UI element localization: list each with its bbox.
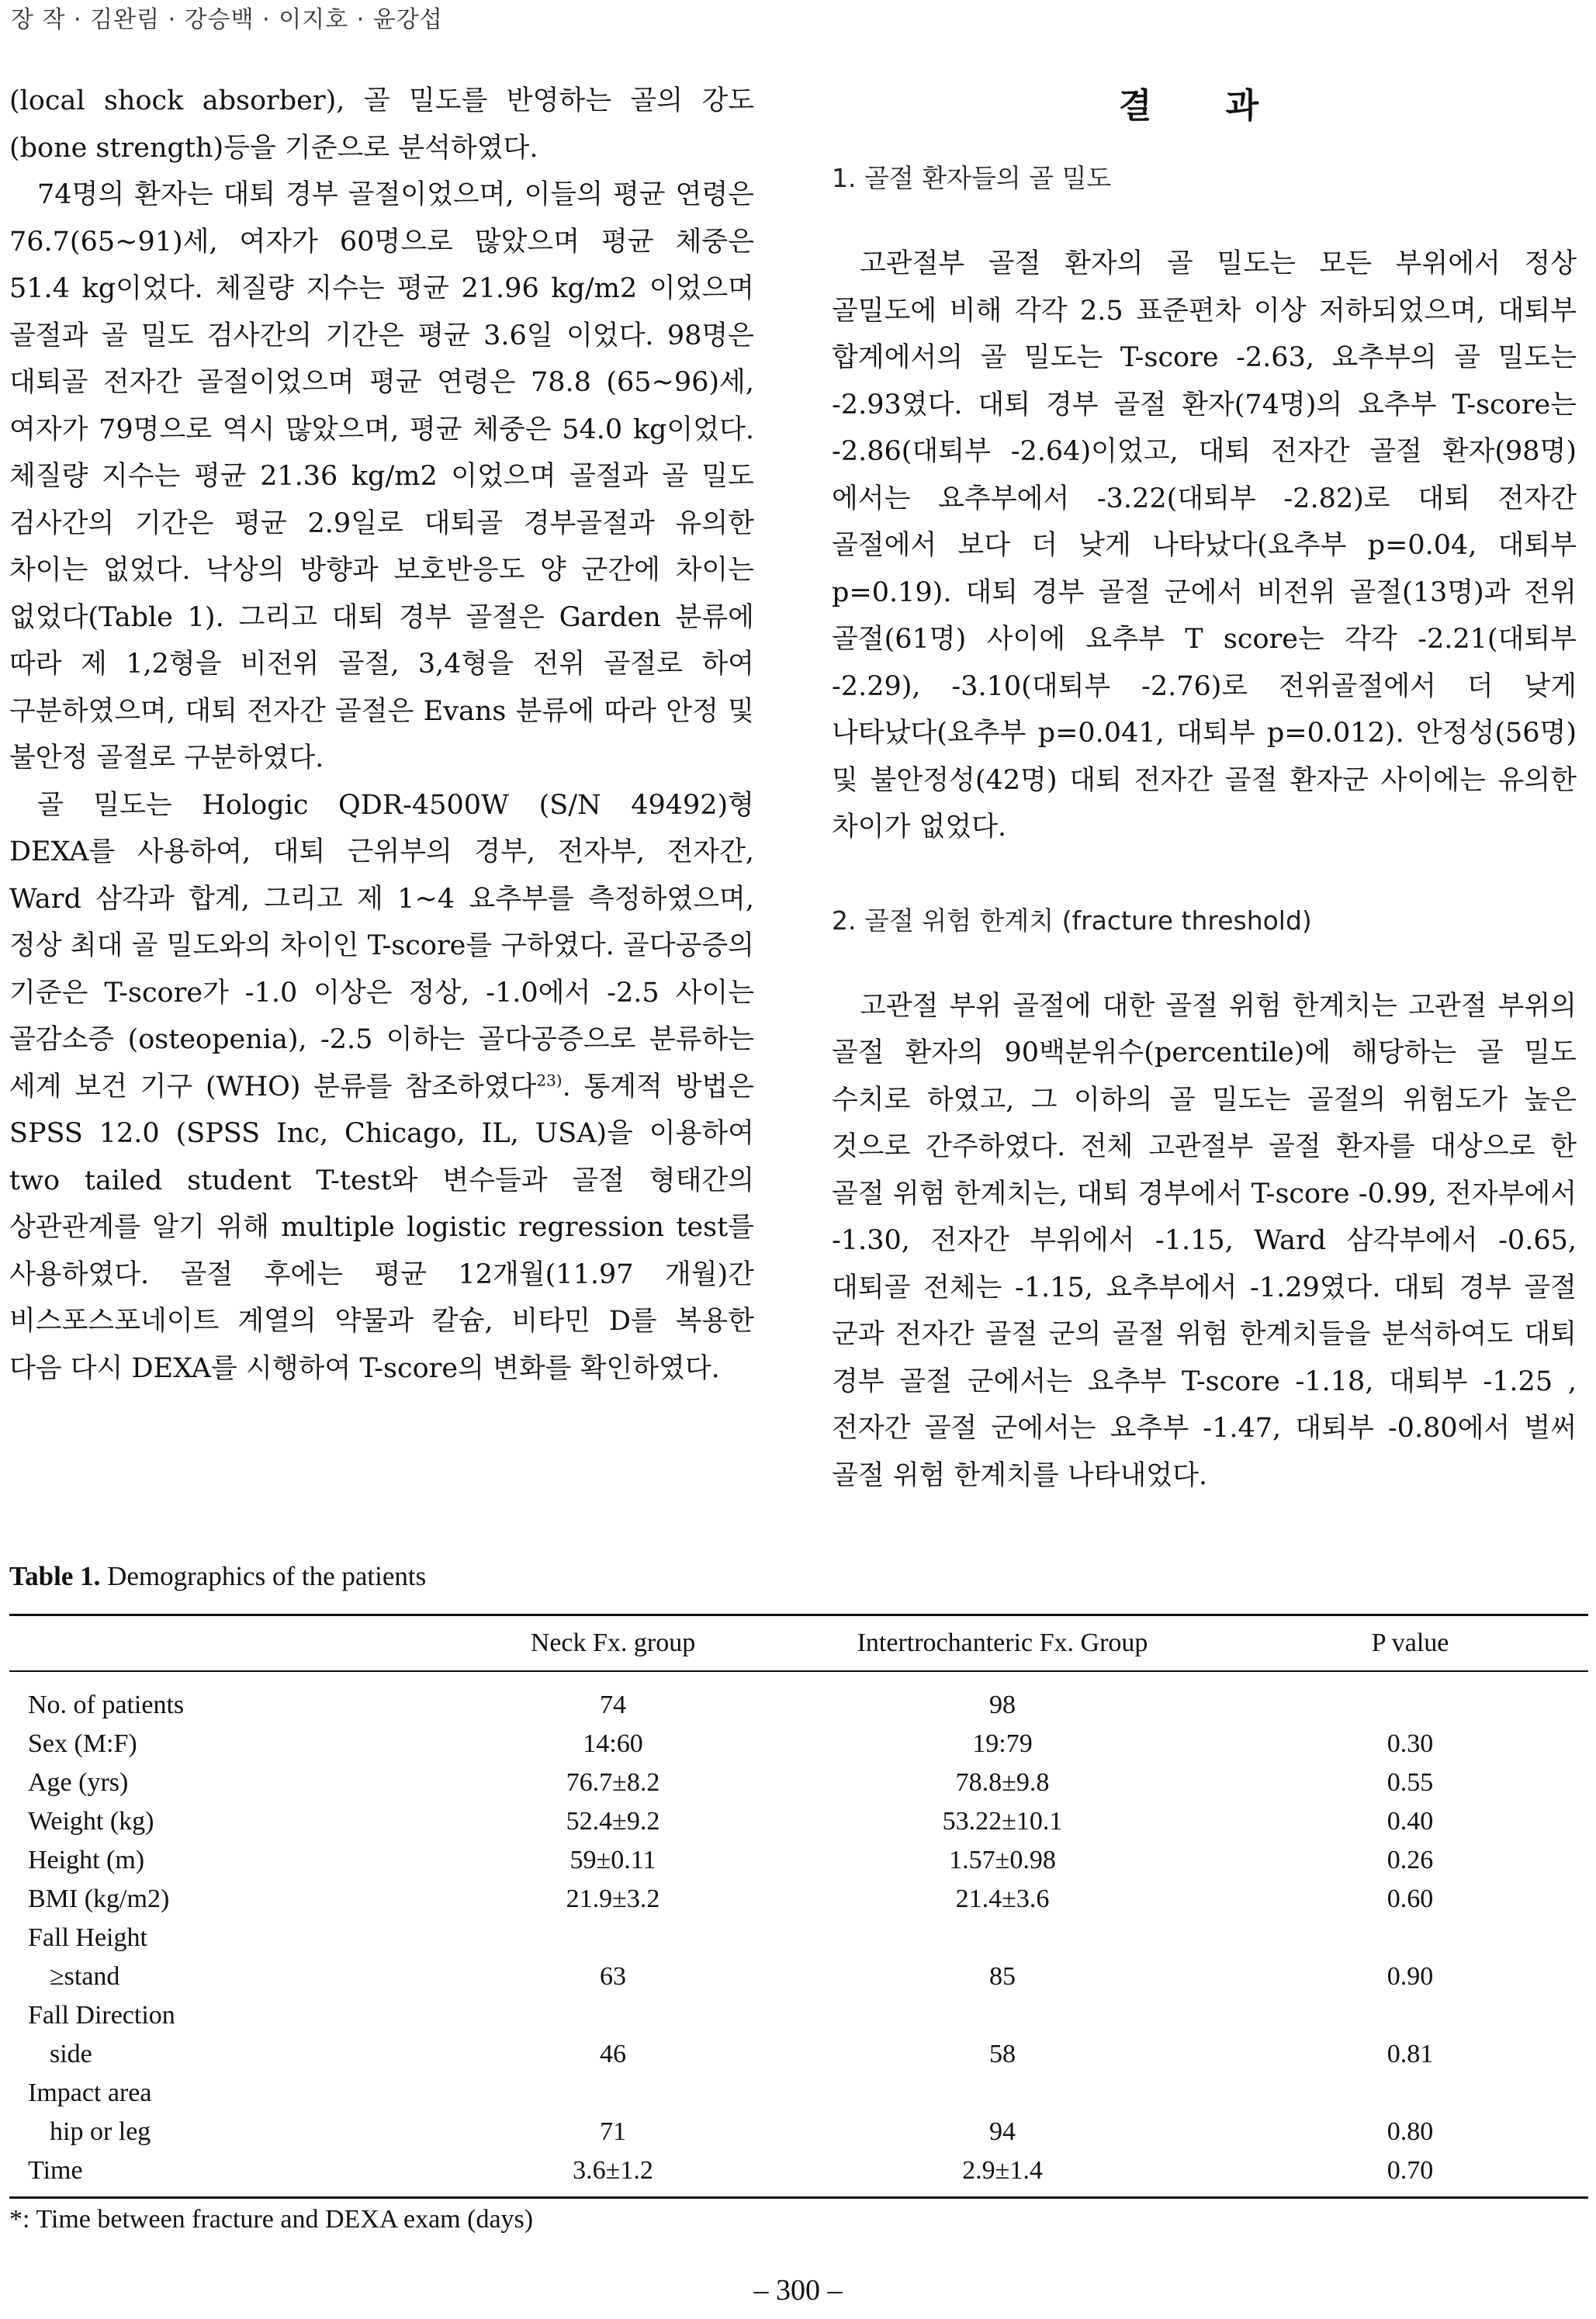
- table-row: [9, 2151, 1588, 2198]
- table-cell-p-value: [1232, 1671, 1588, 1725]
- right-paragraph-2: 고관절 부위 골절에 대한 골절 위험 한계치는 고관절 부위의 골절 환자의 90백분위수(percentile)에 해당하는 골 밀도 수치로 하였고, 그 이하의 골 밀도는 골절의 위험도가 높은 것으로 간주하였다. 전체 고관절부 골절 환자를 대상으로 한 골절 위험 한계치는, 대퇴 경부에서 T-score -0.99, 전자부에서 -1.30, 전자간 부위에서 -1.15, Ward 삼각부에서 -0.65, 대퇴골 전체는 -1.15, 요추부에서 -1.29였다. 대퇴 경부 골절 군과 전자간 골절 군의 골절 위험 한계치들을 분석하여도 대퇴 경부 골절 군에서는 요추부 T-score -1.18, 대퇴부 -1.25 , 전자간 골절 군에서는 요추부 -1.47, 대퇴부 -0.80에서 벌써 골절 위험 한계치를 나타내었다.: [832, 990, 1577, 1491]
- table-footnote: *: Time between fracture and DEXA exam (days): [9, 2205, 534, 2234]
- table-cell-p-value: 0.90: [1387, 1962, 1434, 1991]
- demographics-table: [9, 1614, 1588, 2199]
- table-cell-intertrochanteric: [773, 2074, 1232, 2113]
- table-cell-p-value: 0.60: [1387, 1885, 1434, 1913]
- table-cell-p-value: 0.70: [1232, 2151, 1588, 2198]
- table-cell-p-value: 0.40: [1387, 1807, 1434, 1836]
- left-paragraph-2: 74명의 환자는 대퇴 경부 골절이었으며, 이들의 평균 연령은 76.7(65~91)세, 여자가 60명으로 많았으며 평균 체중은 51.4 kg이었다. 체질량 지수는 평균 21.96 kg/m2 이었으며 골절과 골 밀도 검사간의 기간은 평균 3.6일 이었다. 98명은 대퇴골 전자간 골절이었으며 평균 연령은 78.8 (65~96)세, 여자가 79명으로 역시 많았으며, 평균 체중은 54.0 kg이었다. 체질량 지수는 평균 21.36 kg/m2 이었으며 골절과 골 밀도 검사간의 기간은 평균 2.9일로 대퇴골 경부골절과 유의한 차이는 없었다. 낙상의 방향과 보호반응도 양 군간에 차이는 없었다(Table 1). 그리고 대퇴 경부 골절은 Garden 분류에 따라 제 1,2형을 비전위 골절, 3,4형을 전위 골절로 하여 구분하였으며, 대퇴 전자간 골절은 Evans 분류에 따라 안정 및 불안정 골절로 구분하였다.: [9, 179, 754, 774]
- table-cell-label: hip or leg: [50, 2117, 151, 2146]
- table-cell-label: Sex (M:F): [28, 1729, 137, 1758]
- spacer: [832, 944, 1577, 983]
- table-cell-neck: 63: [600, 1962, 626, 1991]
- table-cell-neck: 74: [600, 1691, 626, 1719]
- table-cell-label: Fall Height: [28, 1923, 147, 1952]
- table-cell-neck: 71: [600, 2117, 626, 2146]
- table-cell-neck: 59±0.11: [570, 1846, 656, 1874]
- table-cell-label: ≥stand: [50, 1962, 120, 1991]
- table-cell-intertrochanteric: 53.22±10.1: [942, 1807, 1063, 1836]
- table-row: [9, 1841, 1588, 1880]
- table-cell-intertrochanteric: 98: [989, 1691, 1016, 1719]
- table-header-cell: Intertrochanteric Fx. Group: [773, 1615, 1232, 1672]
- table-caption-label: Table 1.: [9, 1561, 101, 1591]
- table-cell-neck: 14:60: [583, 1729, 643, 1758]
- table-cell-label: BMI (kg/m2): [28, 1885, 170, 1913]
- table-cell-neck: 3.6±1.2: [453, 2151, 773, 2198]
- table-caption: [9, 1561, 426, 1592]
- table-cell-p-value: 0.55: [1387, 1768, 1434, 1797]
- subheading-bone-density: 1. 골절 환자들의 골 밀도: [832, 163, 1112, 193]
- table-cell-label: Time: [9, 2151, 453, 2198]
- table-cell-neck: [453, 2074, 773, 2113]
- table-cell-p-value: 0.30: [1387, 1729, 1434, 1758]
- table-cell-neck: 21.9±3.2: [566, 1885, 660, 1913]
- right-paragraph-1: 고관절부 골절 환자의 골 밀도는 모든 부위에서 정상 골밀도에 비해 각각 2.5 표준편차 이상 저하되었으며, 대퇴부 합계에서의 골 밀도는 T-score -2.63, 요추부의 골 밀도는 -2.93였다. 대퇴 경부 골절 환자(74명)의 요추부 T-score는 -2.86(대퇴부 -2.64)이었고, 대퇴 전자간 골절 환자(98명)에서는 요추부에서 -3.22(대퇴부 -2.82)로 대퇴 전자간 골절에서 보다 더 낮게 나타났다(요추부 p=0.04, 대퇴부 p=0.19). 대퇴 경부 골절 군에서 비전위 골절(13명)과 전위 골절(61명) 사이에 요추부 T score는 각각 -2.21(대퇴부 -2.29), -3.10(대퇴부 -2.76)로 전위골절에서 더 낮게 나타났다(요추부 p=0.041, 대퇴부 p=0.012). 안정성(56명) 및 불안정성(42명) 대퇴 전자간 골절 환자군 사이에는 유의한 차이가 없었다.: [832, 248, 1577, 843]
- left-paragraph-3-part-a: 골 밀도는 Hologic QDR-4500W (S/N 49492)형 DEXA를 사용하여, 대퇴 근위부의 경부, 전자부, 전자간, Ward 삼각과 합계, 그리고 제 1~4 요추부를 측정하였으며, 정상 최대 골 밀도와의 차이인 T-score를 구하였다. 골다공증의 기준은 T-score가 -1.0 이상은 정상, -1.0에서 -2.5 사이는 골감소증 (osteopenia), -2.5 이하는 골다공증으로 분류하는 세계 보건 기구 (WHO) 분류를 참조하였다: [9, 789, 754, 1102]
- table-cell-label: Age (yrs): [28, 1768, 129, 1797]
- spacer: [832, 202, 1577, 241]
- table-row: [9, 1802, 1588, 1841]
- table-header-row: [9, 1615, 1588, 1672]
- table-body: [9, 1671, 1588, 2198]
- table-row: [9, 1919, 1588, 1957]
- table-caption-text: Demographics of the patients: [100, 1561, 427, 1591]
- table-row: [9, 1957, 1588, 1996]
- table-cell-intertrochanteric: 1.57±0.98: [949, 1846, 1056, 1874]
- table-row: [9, 1763, 1588, 1802]
- table-cell-neck: [453, 1919, 773, 1957]
- table-row: [9, 2035, 1588, 2074]
- table-cell-neck: 76.7±8.2: [566, 1768, 660, 1797]
- table-cell-intertrochanteric: 21.4±3.6: [955, 1885, 1050, 1913]
- table-header-cell: P value: [1232, 1615, 1588, 1672]
- table-cell-intertrochanteric: 78.8±9.8: [955, 1768, 1050, 1797]
- subheading-fracture-threshold: 2. 골절 위험 한계치 (fracture threshold): [832, 905, 1312, 936]
- table-cell-label: No. of patients: [28, 1691, 185, 1719]
- table-cell-intertrochanteric: 94: [989, 2117, 1016, 2146]
- running-head: 장 작 · 김완림 · 강승백 · 이지호 · 윤강섭: [11, 6, 443, 33]
- table-cell-p-value: 0.80: [1387, 2117, 1434, 2146]
- left-column: [9, 78, 754, 1392]
- table-cell-label: Impact area: [28, 2078, 152, 2107]
- table-cell-intertrochanteric: 58: [989, 2040, 1016, 2068]
- table-header-cell: Neck Fx. group: [453, 1615, 773, 1672]
- table-row: [9, 1725, 1588, 1763]
- table-cell-label: Height (m): [28, 1846, 145, 1874]
- table-cell-neck: 52.4±9.2: [566, 1807, 660, 1836]
- right-column: [832, 78, 1577, 1499]
- table-cell-p-value: [1232, 1919, 1588, 1957]
- table-cell-label: Fall Direction: [28, 2001, 175, 2030]
- reference-superscript: 23): [536, 1070, 563, 1089]
- left-paragraph-3-part-b: . 통계적 방법은 SPSS 12.0 (SPSS Inc, Chicago, IL, USA)을 이용하여 two tailed student T-test와 변수들과 골절 형태간의 상관관계를 알기 위해 multiple logistic regression test를 사용하였다. 골절 후에는 평균 12개월(11.97 개월)간 비스포스포네이트 계열의 약물과 칼슘, 비타민 D를 복용한 다음 다시 DEXA를 시행하여 T-score의 변화를 확인하였다.: [9, 1071, 754, 1384]
- table-row: [9, 2074, 1588, 2113]
- table-header-cell: [9, 1615, 453, 1672]
- table-cell-p-value: [1232, 1996, 1588, 2035]
- table-row: [9, 2113, 1588, 2151]
- table-cell-intertrochanteric: 2.9±1.4: [773, 2151, 1232, 2198]
- table-cell-intertrochanteric: 85: [989, 1962, 1016, 1991]
- section-title-results: 결 과: [1118, 86, 1290, 126]
- table-row: [9, 1880, 1588, 1919]
- table-cell-intertrochanteric: 19:79: [972, 1729, 1033, 1758]
- table-cell-p-value: 0.81: [1387, 2040, 1434, 2068]
- table-cell-p-value: 0.26: [1387, 1846, 1434, 1874]
- table-cell-intertrochanteric: [773, 1919, 1232, 1957]
- table-cell-neck: [453, 1996, 773, 2035]
- left-paragraph-3: [9, 782, 754, 1393]
- table-row: [9, 1996, 1588, 2035]
- table-cell-intertrochanteric: [773, 1996, 1232, 2035]
- table-row: [9, 1671, 1588, 1725]
- table-cell-p-value: [1232, 2074, 1588, 2113]
- page-number: – 300 –: [753, 2274, 843, 2307]
- table-cell-label: Weight (kg): [28, 1807, 154, 1836]
- spacer: [832, 851, 1577, 898]
- table-cell-label: side: [50, 2040, 92, 2068]
- table-cell-neck: 46: [600, 2040, 626, 2068]
- left-paragraph-1: (local shock absorber), 골 밀도를 반영하는 골의 강도 (bone strength)등을 기준으로 분석하였다.: [9, 85, 754, 164]
